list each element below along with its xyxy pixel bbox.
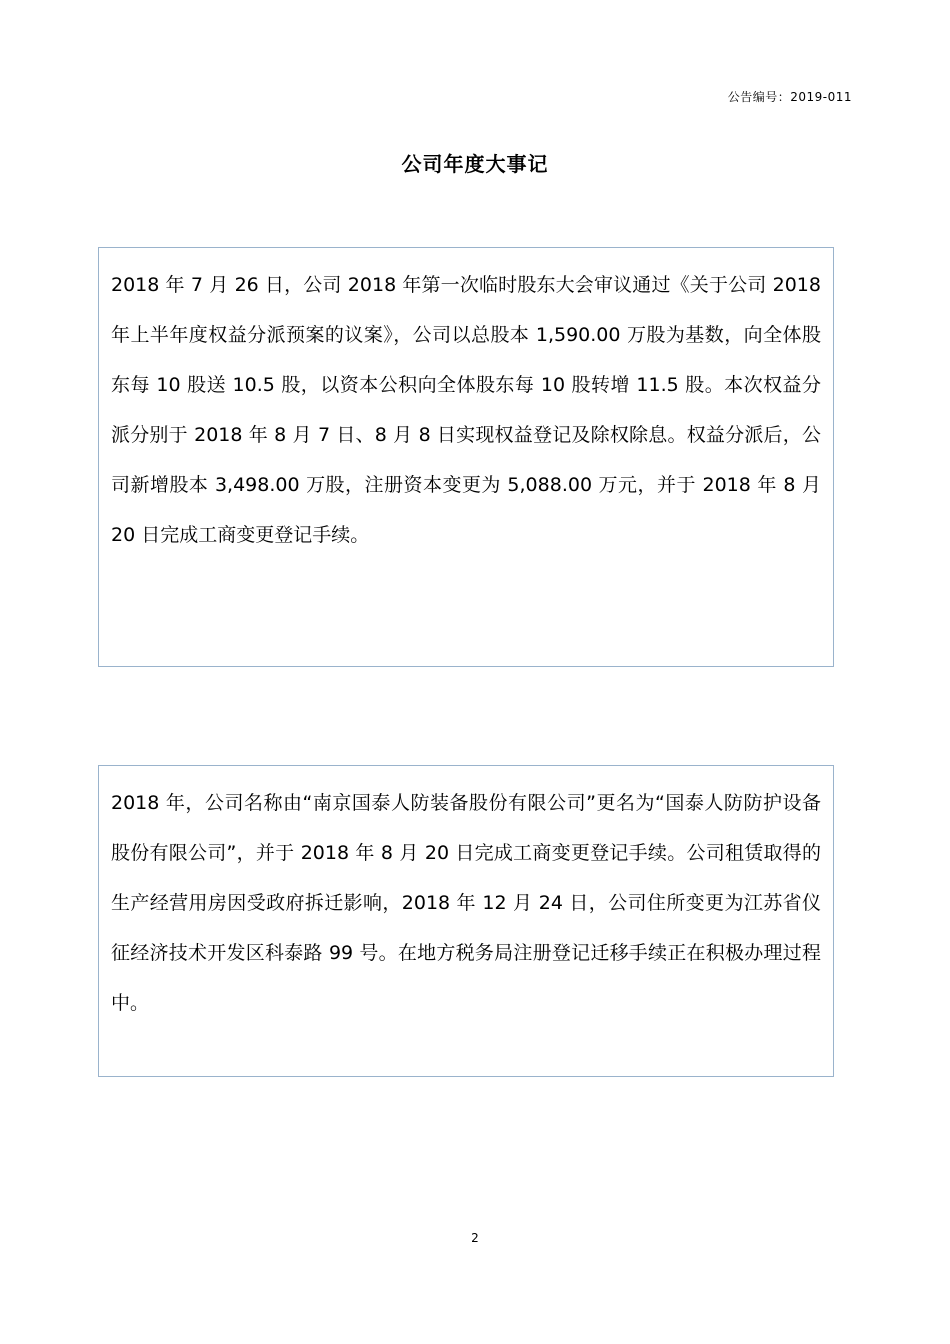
announcement-number: 公告编号：2019-011 xyxy=(727,90,852,104)
page-number: 2 xyxy=(471,1231,479,1245)
event-box xyxy=(98,765,834,1077)
page-title: 公司年度大事记 xyxy=(401,152,549,176)
event-text: 2018 年 7 月 26 日，公司 2018 年第一次临时股东大会审议通过《关于公司 2018 年上半年度权益分派预案的议案》，公司以总股本 1,590.00 万股为基数，向全体股东每 10 股送 10.5 股，以资本公积向全体股东每 10 股转增 11.5 股。本次权益分派分别于 2018 年 8 月 7 日、8 月 8 日实现权益登记及除权除息。权益分派后，公司新增股本 3,498.00 万股，注册资本变更为 5,088.00 万元，并于 2018 年 8 月 20 日完成工商变更登记手续。 xyxy=(111,274,821,546)
event-box xyxy=(98,247,834,667)
event-text: 2018 年，公司名称由“南京国泰人防装备股份有限公司”更名为“国泰人防防护设备股份有限公司”，并于 2018 年 8 月 20 日完成工商变更登记手续。公司租赁取得的生产经营用房因受政府拆迁影响，2018 年 12 月 24 日，公司住所变更为江苏省仪征经济技术开发区科泰路 99 号。在地方税务局注册登记迁移手续正在积极办理过程中。 xyxy=(111,792,821,1014)
